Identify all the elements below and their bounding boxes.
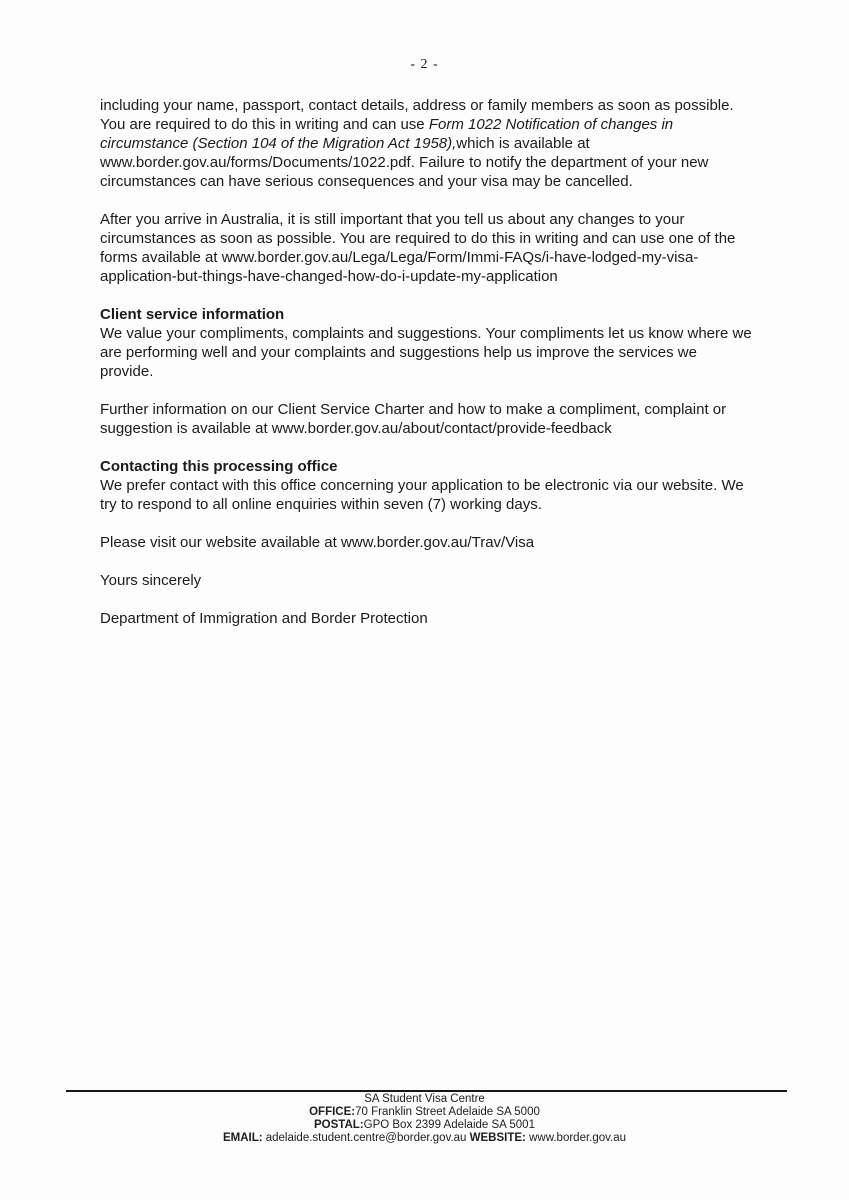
paragraph-compliments: We value your compliments, complaints and suggestions. Your compliments let us know where we are performing well and your complaints and suggestions help us improve the services we provide. bbox=[100, 325, 752, 380]
footer-centre-name: SA Student Visa Centre bbox=[364, 1093, 485, 1105]
paragraph-after-arrival: After you arrive in Australia, it is still important that you tell us about any changes to your circumstances as soon as possible. You are required to do this in writing and can use one of the forms available at www.border.gov.au/Lega/Lega/Form/Immi-FAQs/i-have-lodged-my-visa-application-but-things-have-changed-how-do-i-update-my-application bbox=[100, 211, 736, 285]
footer-postal-line bbox=[0, 1119, 849, 1132]
website-address: www.border.gov.au bbox=[525, 1132, 627, 1144]
footer-contact-line bbox=[0, 1132, 849, 1145]
heading-client-service: Client service information bbox=[100, 306, 285, 323]
letter-body bbox=[100, 96, 754, 628]
postal-label: POSTAL: bbox=[314, 1119, 364, 1131]
email-address: adelaide.student.centre@border.gov.au bbox=[262, 1132, 470, 1144]
footer-divider bbox=[66, 1090, 787, 1092]
paragraph-electronic-contact: We prefer contact with this office concerning your application to be electronic via our website. We try to respond to all online enquiries within seven (7) working days. bbox=[100, 477, 744, 513]
footer-office-line bbox=[0, 1106, 849, 1119]
paragraph-visit-website: Please visit our website available at www.border.gov.au/Trav/Visa bbox=[100, 534, 535, 551]
notify-changes-text: including your name, passport, contact details, address or family members as soon as possible. You are required to do this in writing and can use bbox=[100, 97, 734, 133]
closing-yours-sincerely: Yours sincerely bbox=[100, 572, 202, 589]
paragraph-notify-changes bbox=[100, 96, 754, 191]
office-label: OFFICE: bbox=[309, 1106, 356, 1118]
email-label: EMAIL: bbox=[222, 1132, 263, 1144]
footer bbox=[0, 1093, 849, 1145]
heading-contacting-office: Contacting this processing office bbox=[100, 458, 338, 475]
paragraph-client-charter: Further information on our Client Service Charter and how to make a compliment, complaint or suggestion is available at www.border.gov.au/about/contact/provide-feedback bbox=[100, 401, 727, 437]
postal-address: GPO Box 2399 Adelaide SA 5001 bbox=[363, 1119, 535, 1131]
signature-department: Department of Immigration and Border Protection bbox=[100, 610, 428, 627]
office-address: 70 Franklin Street Adelaide SA 5000 bbox=[355, 1106, 540, 1118]
notify-changes-continued: which is available at www.border.gov.au/forms/Documents/1022.pdf. Failure to notify the department of your new circumstances can have serious consequences and your visa may be cancelled. bbox=[100, 135, 709, 190]
website-label: WEBSITE: bbox=[469, 1132, 526, 1144]
page-number: - 2 - bbox=[410, 57, 439, 72]
form-1022-reference: Form 1022 Notification of changes in circumstance (Section 104 of the Migration Act 1958), bbox=[100, 116, 674, 152]
